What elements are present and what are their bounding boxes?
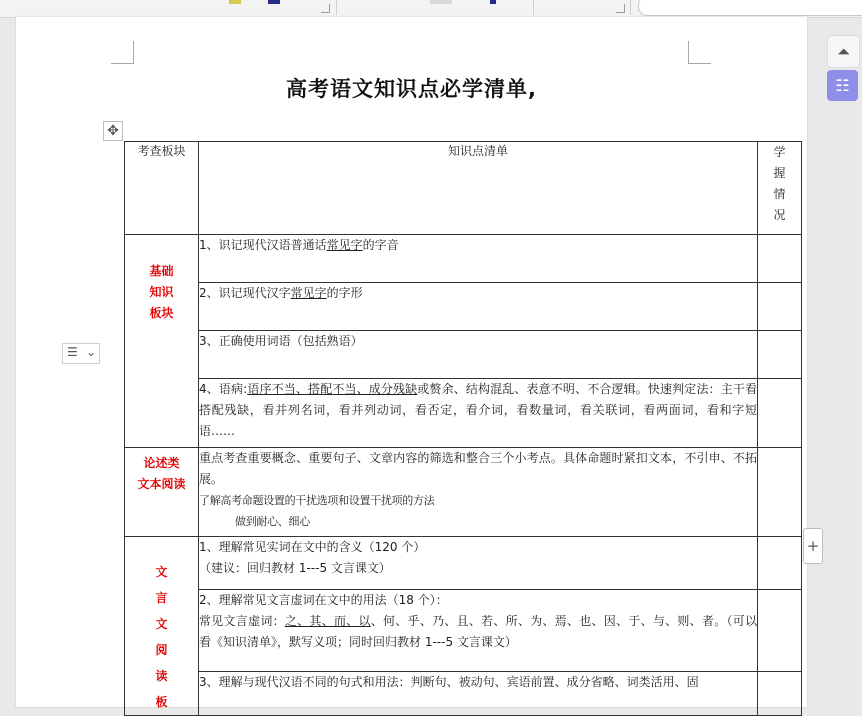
header-mastery-char: 握 — [773, 166, 786, 180]
table-row — [125, 379, 802, 448]
document-title[interactable]: 高考语文知识点必学清单, — [286, 77, 537, 101]
table-row — [125, 283, 802, 331]
item-text: 2、理解常见文言虚词在文中的用法（18 个）： — [199, 593, 448, 608]
item-underlined-text: 常见字 — [290, 286, 327, 300]
item-text: 1、理解常见实词在文中的含义（120 个） — [199, 540, 426, 554]
item-text: 的字音 — [362, 238, 399, 252]
ribbon-toolbar — [0, 0, 862, 18]
item-underlined-text: 语序不当、搭配不当、成分残缺 — [247, 382, 418, 396]
category-label: 板 — [155, 695, 168, 709]
item-text: 重点考查重要概念、重要句子、文章内容的筛选和整合三个小考点。具体命题时紧扣文本，不引申、不拓展。 — [199, 451, 757, 486]
document-page — [16, 17, 807, 707]
mastery-cell[interactable] — [758, 235, 802, 283]
search-input[interactable] — [638, 0, 862, 16]
mastery-cell[interactable] — [758, 537, 802, 590]
basic-item-4[interactable] — [199, 379, 758, 448]
mastery-cell[interactable] — [758, 671, 802, 715]
category-label: 言 — [155, 591, 168, 605]
header-mastery[interactable] — [758, 142, 802, 235]
table-row — [125, 590, 802, 671]
table-header-row — [125, 142, 802, 235]
document-assistant-button[interactable]: ☷ — [827, 70, 858, 101]
item-text: 做到耐心、细心 — [235, 515, 310, 528]
item-text: （建议：回归教材 1---5 文言课文） — [199, 561, 391, 575]
paragraph-handle-icon: ☰ — [67, 345, 78, 359]
chevron-down-icon: ⌄ — [86, 345, 97, 359]
category-classical-chinese-reading[interactable] — [125, 537, 199, 716]
knowledge-table — [124, 141, 802, 716]
item-text: 了解高考命题设置的干扰选项和设置干扰项的方法 — [199, 494, 435, 507]
mastery-cell[interactable] — [758, 331, 802, 379]
paragraph-color-chip[interactable] — [490, 0, 496, 4]
category-label: 板块 — [149, 306, 174, 320]
table-row — [125, 235, 802, 283]
table-row — [125, 537, 802, 590]
item-underlined-text: 之、其、而、以 — [284, 614, 371, 629]
mastery-cell[interactable] — [758, 590, 802, 671]
table-move-icon[interactable]: ✥ — [103, 121, 123, 141]
table-row — [125, 448, 802, 537]
header-mastery-char: 学 — [773, 145, 786, 159]
crop-mark-top-left — [111, 41, 134, 64]
classical-item-2[interactable] — [199, 590, 758, 671]
classical-item-3[interactable]: 3、理解与现代汉语不同的句式和用法：判断句、被动句、宾语前置、成分省略、词类活用、固 — [199, 671, 758, 715]
basic-item-1[interactable] — [199, 235, 758, 283]
ribbon-separator — [533, 0, 534, 15]
mastery-cell[interactable] — [758, 283, 802, 331]
add-column-button[interactable]: + — [803, 528, 823, 564]
ribbon-separator — [336, 0, 337, 15]
table-row — [125, 671, 802, 715]
category-label: 知识 — [149, 285, 174, 299]
item-text: 的字形 — [326, 286, 363, 300]
paragraph-group-launcher-icon[interactable] — [616, 4, 625, 13]
header-mastery-char: 情 — [773, 187, 786, 201]
argumentative-item[interactable] — [199, 448, 758, 537]
item-text: 、何、乎、乃、且、若、所、为、焉、也、因、于、与、则、者。（可以看《知识清单》，默写义项；同时回归教材 1---5 文言课文） — [199, 614, 757, 650]
category-basic-knowledge[interactable] — [125, 235, 199, 448]
header-category[interactable]: 考查板块 — [125, 142, 199, 235]
header-content[interactable]: 知识点清单 — [199, 142, 758, 235]
item-text: 4、语病: — [199, 382, 248, 396]
highlight-color-chip[interactable] — [229, 0, 241, 4]
crop-mark-top-right — [688, 41, 711, 64]
item-text: 或赘余、结构混乱、表意不明、不合逻辑。快速判定法：主干看搭配残缺，看并列名词，看并列动词，看否定，看介词，看数量词，看关联词，看两面词，看和字短语…… — [199, 382, 757, 438]
category-label: 论述类 — [143, 456, 180, 470]
item-text: 1、识记现代汉语普通话 — [199, 238, 327, 252]
category-label: 基础 — [149, 264, 174, 278]
basic-item-2[interactable] — [199, 283, 758, 331]
category-label: 读 — [155, 669, 168, 683]
item-underlined-text: 常见字 — [326, 238, 363, 252]
category-argumentative-reading[interactable] — [125, 448, 199, 537]
basic-item-3[interactable]: 3、正确使用词语（包括熟语） — [199, 331, 758, 379]
category-label: 文 — [155, 617, 168, 631]
collapse-up-button[interactable]: ⏶ — [827, 35, 860, 68]
font-color-chip[interactable] — [268, 0, 280, 4]
category-label: 文本阅读 — [137, 477, 186, 491]
style-button[interactable] — [430, 0, 452, 4]
font-group-launcher-icon[interactable] — [321, 4, 330, 13]
category-label: 阅 — [155, 643, 168, 657]
item-text: 2、识记现代汉字 — [199, 286, 291, 300]
mastery-cell[interactable] — [758, 379, 802, 448]
paragraph-handle[interactable] — [62, 343, 100, 364]
category-label: 文 — [155, 565, 168, 579]
classical-item-1[interactable] — [199, 537, 758, 590]
item-text: 常见文言虚词： — [199, 614, 285, 629]
ribbon-separator — [630, 0, 631, 15]
table-row — [125, 331, 802, 379]
header-mastery-char: 况 — [773, 208, 786, 222]
mastery-cell[interactable] — [758, 448, 802, 537]
